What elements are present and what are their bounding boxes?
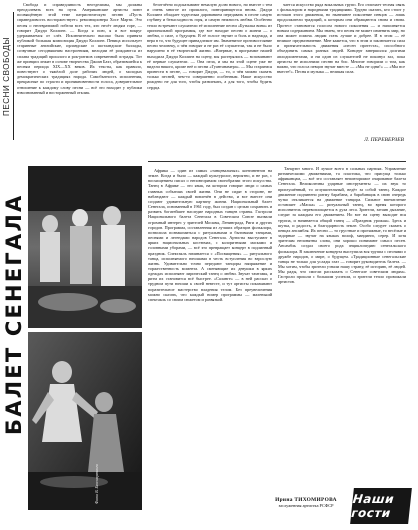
top-article-text-2: безотчётно подсказывают немалую долю нового, но вместе с тем и очень многое из прошлого, повторяющегося вновь. Джуди Коллинз обладает чудесным дарованием передавать в песне самую глубину и безысходность горя, и самую нежность любви. Особенно тепло встречают слушатели её исполнение песни «Бутылка вина» из оригинальной программы, где все находят песню о жизни — о любви, о силе, о будущем. В её голосе звучит и боль и надежда, и вера в то, что будущее принадлежит им. Знаменитое противостояние песни человеку, о чём говорят и не раз её слушатели, так и не было нарушено в её творческой жизни. «Впервые, в программе нашей выходила Джуди Коллинз на сцену, мы растерялись — вспоминают её первые слушатели. — Она пела, и мы на этой сцене уже не видели никого, кроме неё и песни «Гуантанамера». — Мы стараемся принести в песне, — говорит Джуди, — то, о чём можно сказать только песней, чем-то совершенно особенным. Наше искусство рождено не для того, чтобы развлекать, а для того, чтобы будить сердца. <box>147 2 272 90</box>
top-article-column-2 <box>147 2 272 142</box>
photo-credit: Фото В. Бессмертного <box>94 464 99 504</box>
main-article-column-2 <box>278 166 406 488</box>
top-article-text-3: чается искусство ряда вокальных групп. Его отличает тесная связь с фольклором и народными традициями. Трудно сказать, кто стоит у истоков этого движения, но нынешнее поколение певцов — лишь продолжатели традиций, к которым они обращаются снова и снова. Протест становится голосом нового поколения — и наполняется новым содержанием. Мы знаем, что песня не может изменить мир, но она может помочь людям стать лучше и добрее. И в этом — её великое предназначение. Мне кажется, что в этом и заключается сила и притягательность движения «песен протеста», способного объединить самых разных людей. Концерт завершился долгими аплодисментами, и ни один из слушателей не покинул зал, пока артисты не исполнили песню на бис. Многие говорили о том, как важно, что голоса певцов звучат вместе — «Мы не одни!» — «Мы все вместе!». Песня и музыка — великая сила. <box>277 2 405 75</box>
main-article-text-2: Танцуют много. И лучше всего в сольных партиях. Управление ритмическими движениями, та пластика, что присуща только африканцам, — всё это составляет неповторимое очарование балета Сенегала. Великолепны ударные инструменты — их звук то приглушённый, то оглушительный, ведёт за собой танец. Каждое движение подчинено ритму барабана, а барабанщик в свою очередь чутко откликается на движение танцора. Сильное впечатление оставляет «Маска» — ритуальный танец, во время которого исполнитель перевоплощается в духа леса. Зрители, затаив дыхание, следят за каждым его движением. Но вот на сцену выходит вся труппа, и начинается общий танец — «Праздник урожая». Здесь и шутка, и радость, и благодарность земле. Особо следует сказать о певцах ансамбля. Их песни — то грустные и протяжные, то весёлые и задорные — звучат на языках волоф, мандинго, серер. И хотя зрителям непонятны слова, они хорошо понимают смысл песен. Ансамбль создал своего рода энциклопедию сенегальского фольклора. В заключение концерта выступила вся труппа с песнями о дружбе народов, о мире, о будущем. «Традиционные сенегальские танцы не только для услады глаз — говорит руководитель балета. — Мы хотим, чтобы зрители узнали нашу страну, её историю, её людей. Мы рады, что смогли рассказать о Сенегале советским людям». Гастроли прошли с большим успехом, и зрители тепло провожали артистов. <box>278 166 406 285</box>
photo-dancers-group <box>28 166 142 328</box>
author-name: Ирина ТИХОМИРОВА <box>275 497 337 503</box>
main-article-text-1: Африка — один из самых «танцевальных» континентов на земле. Когда и было — каждый культуролог, вероятно, и не раз, с восхищением писал о неповторимом своеобразии этого искусства. Танец в Африке — это язык, на котором говорят люди о самых главных событиях своей жизни. Они не сидят в стороне, не наблюдают — каждый вовлечён в действо, и все вместе они создают удивительную картину жизни. Национальный балет Сенегала, основанный в 1961 году, был создан с целью сохранить и развить богатейшее наследие народных танцев страны. Гастроли Национального балета Сенегала в Советском Союзе вызвали огромный интерес у зрителей Москвы, Ленинграда, Риги и других городов. Программа, составленная из лучших образцов фольклора, позволила познакомиться с ритуальными и бытовыми танцами, песнями и легендами народов Сенегала. Артисты выступают в ярких национальных костюмах, с колоритными масками и головными уборами, — всё это превращает концерт в подлинный праздник. Спектакль начинается с «Посвящения» — ритуального танца, исполняемого юношами в честь вступления во взрослую жизнь. Удивительно точно передают танцоры напряжение и торжественность момента. А сменяющие их девушки в ярких одеждах исполняют лирический танец о любви. Звучат тамтамы, и ритм их становится всё быстрее. «Саланге» — в ней рассказ о трудном пути юноши к своей невесте, и тут артисты показывают поразительное мастерство владения телом. Без преувеличения можно сказать, что каждый номер программы — маленький спектакль со своим сюжетом и развязкой. <box>148 168 272 302</box>
top-article-column-1 <box>17 2 142 142</box>
author-title: заслуженная артистка РСФСР <box>278 503 334 508</box>
section-rubric: ПЕСНИ СВОБОДЫ <box>2 36 11 116</box>
section-divider <box>148 161 406 162</box>
article-title: БАЛЕТ СЕНЕГАЛА <box>2 193 26 435</box>
photo-dancers-performance <box>28 332 142 510</box>
top-article-text-1: Свобода и справедливость неотделимы, мы должны преодолевать всех на пути. Американские артисты поют посвящённую этой теме патриотическую песню «Пусть справедливость восторжествует» революционера Хосе Марти. Это песня о неотвратимой гибели всех тех, кто несёт людям горе, — говорит Джуди Коллинз. — Когда я пою, я и все вокруг удерживаемся от слёз. Исключительно высоко была принята публикой большая композиция Джуди Коллинз. Певица использует старинные английские, ирландские и шотландские баллады, созвучные сегодняшним настроениям, мелодии её рождаются из сплава традиций прошлого и рок-ритмов современной эстрады. Тот же принцип лежит в основе творчества Джоан Баэз, обратившейся к песням периода XIX—XX веков. Их тексты, как правило, повествуют о тяжёлой доле рабочих людей, о молодых демократических традициях народа. Самобытность исполнения, прекрасные по страсти и проникновенности голоса, доверительное отношение к каждому слову песни — всё это находит у публики взволнованный и восторженный отклик. <box>17 2 142 95</box>
main-article-column-1 <box>148 168 272 488</box>
rubric-divider <box>13 12 14 140</box>
top-article-column-3 <box>277 2 405 132</box>
article-byline <box>262 497 350 508</box>
section-stamp: Наши гости <box>350 488 412 524</box>
top-article-author: Л. ПЕРЕВЕРЗЕВ <box>364 137 404 143</box>
